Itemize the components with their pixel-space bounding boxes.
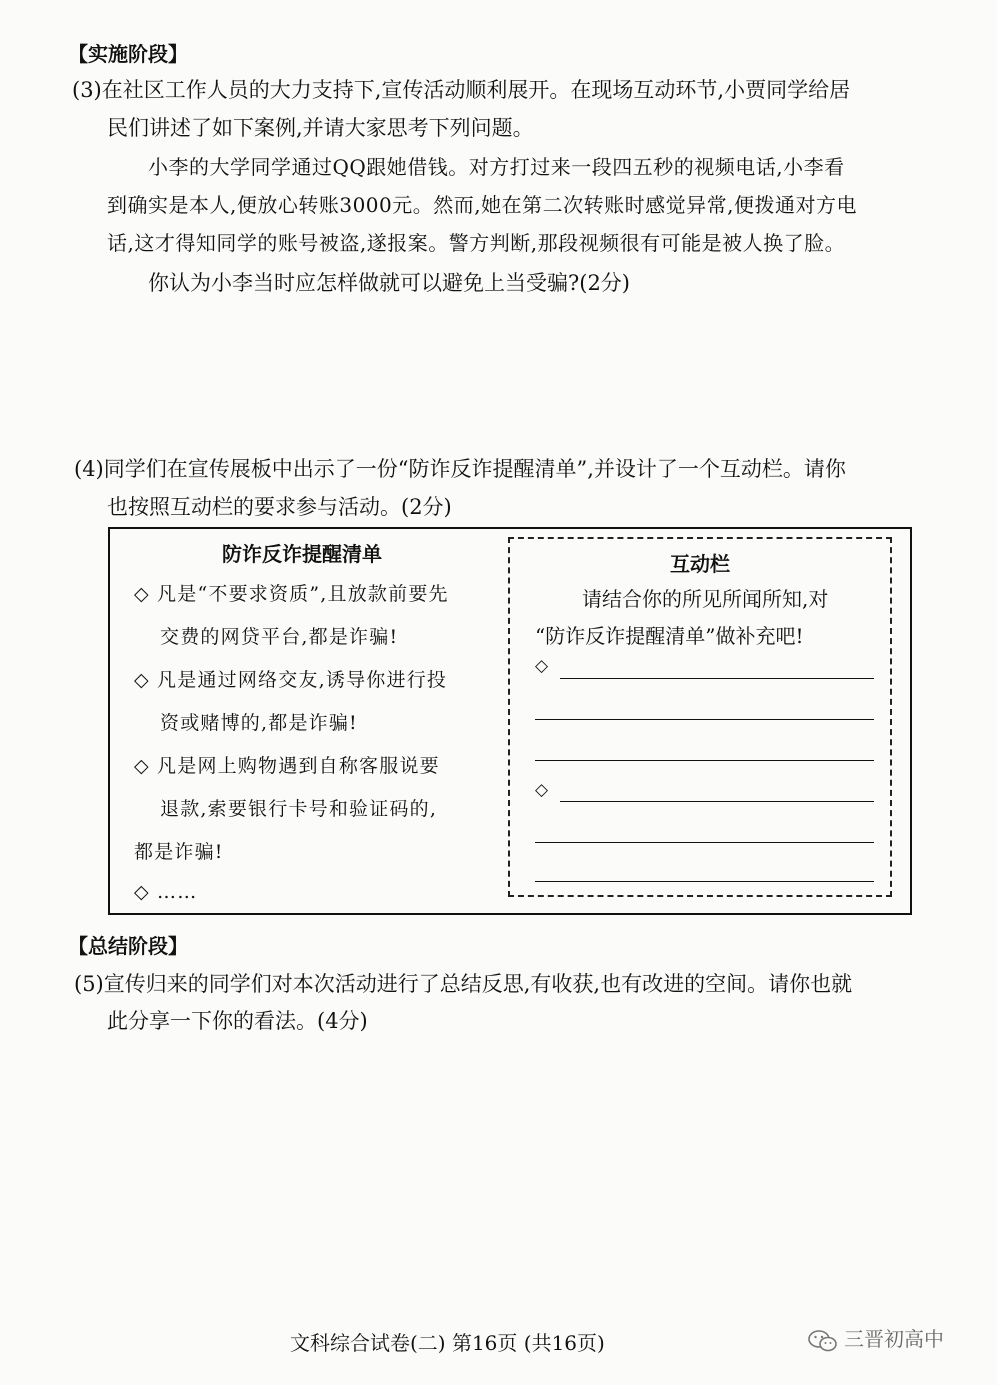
answer-line-3[interactable] xyxy=(535,760,874,761)
section-heading-implementation: 【实施阶段】 xyxy=(68,42,188,66)
section-heading-summary: 【总结阶段】 xyxy=(68,934,188,958)
answer-line-4[interactable] xyxy=(560,801,874,802)
question-3-line-2: 民们讲述了如下案例,并请大家思考下列问题。 xyxy=(107,116,534,140)
interaction-instruction-1: 请结合你的所见所闻所知,对 xyxy=(582,587,829,611)
question-5-line-2: 此分享一下你的看法。(4分) xyxy=(107,1009,368,1033)
interaction-instruction-2: “防诈反诈提醒清单”做补充吧! xyxy=(535,624,804,648)
answer-line-5[interactable] xyxy=(535,842,874,843)
question-3-line-1: (3)在社区工作人员的大力支持下,宣传活动顺利展开。在现场互动环节,小贾同学给居 xyxy=(72,78,851,102)
reminder-list-title: 防诈反诈提醒清单 xyxy=(222,542,382,566)
answer-line-1[interactable] xyxy=(560,678,874,679)
reminder-item-2a: ◇ 凡是通过网络交友,诱导你进行投 xyxy=(134,669,448,691)
interaction-title: 互动栏 xyxy=(670,552,730,576)
case-text-line-3: 话,这才得知同学的账号被盗,遂报案。警方判断,那段视频很有可能是被人换了脸。 xyxy=(107,231,846,255)
question-4-line-1: (4)同学们在宣传展板中出示了一份“防诈反诈提醒清单”,并设计了一个互动栏。请你 xyxy=(74,457,846,481)
case-text-line-1: 小李的大学同学通过QQ跟她借钱。对方打过来一段四五秒的视频电话,小李看 xyxy=(148,155,845,179)
watermark-text: 三晋初高中 xyxy=(844,1327,944,1351)
reminder-item-2b: 资或赌博的,都是诈骗! xyxy=(160,712,358,734)
reminder-item-4: ◇ …… xyxy=(134,881,198,903)
reminder-item-1a: ◇ 凡是“不要求资质”,且放款前要先 xyxy=(134,583,449,605)
diamond-bullet-1: ◇ xyxy=(535,656,549,676)
case-text-line-2: 到确实是本人,便放心转账3000元。然而,她在第二次转账时感觉异常,便拨通对方电 xyxy=(107,193,857,217)
question-4-line-2: 也按照互动栏的要求参与活动。(2分) xyxy=(107,495,452,519)
reminder-item-3c: 都是诈骗! xyxy=(134,841,224,863)
reminder-item-1b: 交费的网贷平台,都是诈骗! xyxy=(160,626,399,648)
page-footer: 文科综合试卷(二) 第16页 (共16页) xyxy=(290,1331,605,1355)
wechat-icon xyxy=(808,1330,838,1352)
question-5-line-1: (5)宣传归来的同学们对本次活动进行了总结反思,有收获,也有改进的空间。请你也就 xyxy=(74,972,853,996)
watermark xyxy=(808,1323,944,1352)
diamond-bullet-2: ◇ xyxy=(535,780,549,800)
reminder-item-3b: 退款,索要银行卡号和验证码的, xyxy=(160,798,438,820)
question-3-prompt: 你认为小李当时应怎样做就可以避免上当受骗?(2分) xyxy=(148,271,631,295)
answer-line-6[interactable] xyxy=(535,881,874,882)
reminder-item-3a: ◇ 凡是网上购物遇到自称客服说要 xyxy=(134,755,440,777)
answer-line-2[interactable] xyxy=(535,719,874,720)
